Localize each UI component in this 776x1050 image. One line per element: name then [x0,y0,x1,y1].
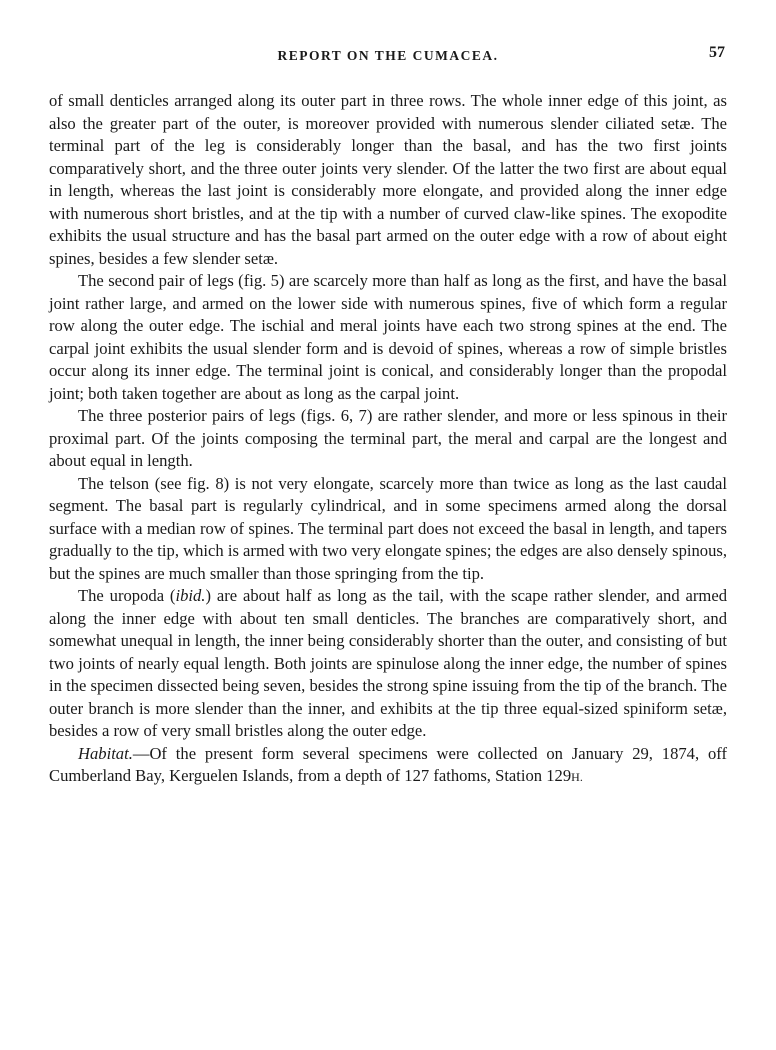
station-suffix: H. [571,770,583,784]
habitat-text: —Of the present form several specimens were collected on January 29, 1874, off Cumberland Bay, Kerguelen Islands, from a depth of 127 fathoms, Station 129 [49,743,727,785]
uropoda-text-start: The uropoda ( [78,586,176,605]
paragraph-first-leg-continued: of small denticles arranged along its outer part in three rows. The whole inner edge of this joint, as also the greater part of the outer, is moreover provided with numerous slender ciliated setæ. The terminal part of the leg is considerably longer than the basal, and has the two first joints comparatively short, and the three outer joints very slender. Of the latter the two first are about equal in length, whereas the last joint is considerably more elongate, and provided along the inner edge with numerous short bristles, and at the tip with a number of curved claw-like spines. The exopodite exhibits the usual structure and has the basal part armed on the outer edge with a row of about eight spines, besides a few slender setæ. [49,91,727,268]
paragraph-telson: The telson (see fig. 8) is not very elongate, scarcely more than twice as long as the last caudal segment. The basal part is regularly cylindrical, and in some specimens armed along the dorsal surface with a median row of spines. The terminal part does not exceed the basal in length, and tapers gradually to the tip, which is armed with two very elongate spines; the edges are also densely spinous, but the spines are much smaller than those springing from the tip. [49,473,727,583]
ibid-reference: ibid. [175,586,206,605]
paragraph-habitat [49,743,727,789]
paragraph-posterior-legs: The three posterior pairs of legs (figs. 6, 7) are rather slender, and more or less spinous in their proximal part. Of the joints composing the terminal part, the meral and carpal are the longest and about equal in length. [49,406,727,470]
paragraph-second-pair-legs: The second pair of legs (fig. 5) are scarcely more than half as long as the first, and have the basal joint rather large, and armed on the lower side with numerous spines, five of which form a regular row along the outer edge. The ischial and meral joints have each two strong spines at the end. The carpal joint exhibits the usual slender form and is devoid of spines, whereas a row of simple bristles occur along its inner edge. The terminal joint is conical, and considerably longer than the propodal joint; both taken together are about as long as the carpal joint. [49,271,727,403]
uropoda-text-rest: ) are about half as long as the tail, with the scape rather slender, and armed along the inner edge with about ten small denticles. The branches are comparatively short, and somewhat unequal in length, the inner being considerably shorter than the outer, and consisting of but two joints of nearly equal length. Both joints are spinulose along the inner edge, the number of spines in the specimen dissected being seven, besides the strong spine issuing from the tip of the branch. The outer branch is more slender than the inner, and exhibits at the tip three equal-sized spiniform setæ, besides a row of very small bristles along the outer edge. [49,586,727,740]
habitat-label: Habitat. [78,743,133,763]
running-title: REPORT ON THE CUMACEA. [277,48,499,63]
body-text [49,90,727,789]
page-number: 57 [709,44,725,61]
paragraph-uropoda [49,585,727,743]
page [49,40,727,789]
page-header [49,40,727,68]
